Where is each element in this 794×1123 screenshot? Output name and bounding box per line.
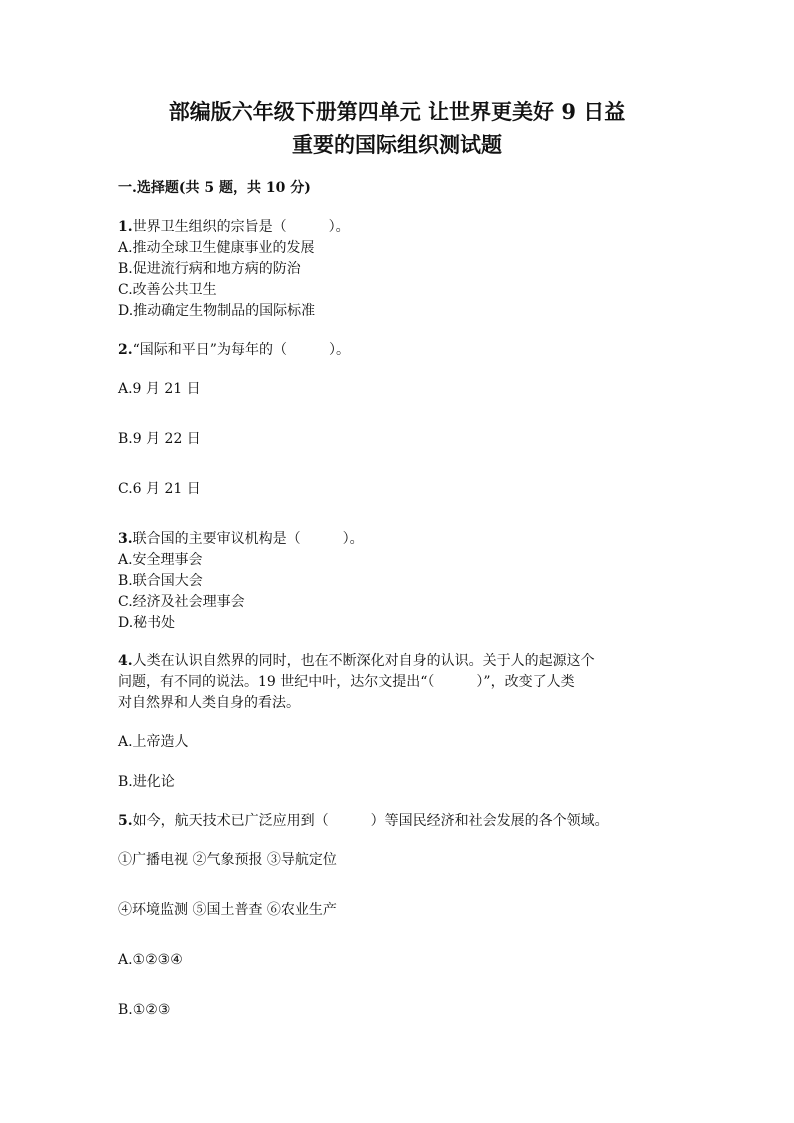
question-1-option-b: B.促进流行病和地方病的防治 xyxy=(118,261,301,277)
question-1-stem xyxy=(118,217,688,238)
question-4-text-1: 人类在认识自然界的同时，也在不断深化对自身的认识。关于人的起源这个 xyxy=(132,653,595,669)
question-2-option-c: C.6 月 21 日 xyxy=(118,481,201,497)
question-4-number: 4. xyxy=(118,653,133,669)
question-2-number: 2. xyxy=(118,342,133,358)
question-5-items-2: ④环境监测 ⑤国土普查 ⑥农业生产 xyxy=(118,902,337,918)
question-3-option-c: C.经济及社会理事会 xyxy=(118,594,245,610)
question-3-option-a: A.安全理事会 xyxy=(118,552,203,568)
question-2-option-a: A.9 月 21 日 xyxy=(118,381,201,397)
question-4-option-b: B.进化论 xyxy=(118,774,175,790)
question-1-number: 1. xyxy=(118,219,133,235)
question-3-option-b: B.联合国大会 xyxy=(118,573,203,589)
question-3-text: 联合国的主要审议机构是（ ）。 xyxy=(132,531,364,547)
page-title-line2: 重要的国际组织测试题 xyxy=(292,132,502,157)
question-5-text: 如今，航天技术已广泛应用到（ ）等国民经济和社会发展的各个领域。 xyxy=(132,813,609,829)
section-heading: 一.选择题(共 5 题，共 10 分) xyxy=(118,180,311,196)
page-title-line1: 部编版六年级下册第四单元 让世界更美好 9 日益 xyxy=(168,99,626,124)
question-5-number: 5. xyxy=(118,813,133,829)
question-5-option-a: A.①②③④ xyxy=(118,952,183,968)
question-5-option-b: B.①②③ xyxy=(118,1002,171,1018)
question-5-stem xyxy=(118,811,688,832)
question-2-text: “国际和平日”为每年的（ ）。 xyxy=(132,342,350,358)
question-3-option-d: D.秘书处 xyxy=(118,615,176,631)
question-1-option-a: A.推动全球卫生健康事业的发展 xyxy=(118,240,315,256)
question-4-stem-line2: 问题，有不同的说法。19 世纪中叶，达尔文提出“（ ）”，改变了人类 xyxy=(118,674,575,690)
question-4-stem-line3: 对自然界和人类自身的看法。 xyxy=(118,695,300,711)
question-1-option-d: D.推动确定生物制品的国际标准 xyxy=(118,303,316,319)
question-2-stem xyxy=(118,340,688,361)
question-4-stem-line1 xyxy=(118,651,688,672)
question-5-items-1: ①广播电视 ②气象预报 ③导航定位 xyxy=(118,852,337,868)
question-1-option-c: C.改善公共卫生 xyxy=(118,282,217,298)
question-3-stem xyxy=(118,529,688,550)
question-2-option-b: B.9 月 22 日 xyxy=(118,431,201,447)
question-3-number: 3. xyxy=(118,531,133,547)
question-1-text: 世界卫生组织的宗旨是（ ）。 xyxy=(132,219,350,235)
question-4-option-a: A.上帝造人 xyxy=(118,734,189,750)
